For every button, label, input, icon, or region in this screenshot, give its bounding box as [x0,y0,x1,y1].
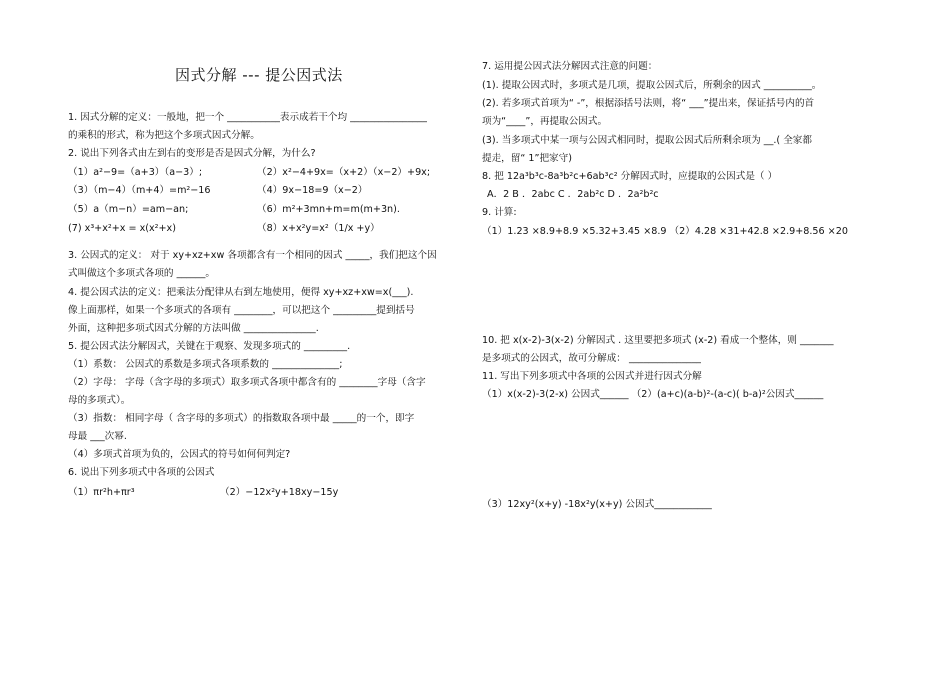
q11-heading: 11. 写出下列多项式中各项的公因式并进行因式分解 [482,371,702,382]
q6-heading: 6. 说出下列多项式中各项的公因式 [68,467,215,478]
q4-line2: 像上面那样，如果一个多项式的各项有 ________，可以把这个 _________提到括号 [68,305,415,316]
q9-items: （1）1.23 ×8.9+8.9 ×5.32+3.45 ×8.9 （2）4.28 ×31+42.8 ×2.9+8.56 ×20 [482,226,848,237]
q2-item-4: （4）9x−18=9（x−2） [257,185,368,196]
q7-item-2-line1: (2). 若多项式首项为“ -”，根据添括号法则，将“ ___”提出来，保证括号内的首 [482,98,815,109]
q3-line1: 3. 公因式的定义： 对于 xy+xz+xw 各项都含有一个相同的因式 _____，我们把这个因 [68,250,437,261]
q5-item-2-line1: （2）字母： 字母（含字母的多项式）取多项式各项中都含有的 ________字母（含字 [68,377,426,388]
page-title: 因式分解 --- 提公因式法 [175,66,343,84]
q11-item-3: （3）12xy²(x+y) -18x²y(x+y) 公因式____________ [482,499,712,510]
q4-line3: 外面，这种把多项式因式分解的方法叫做 _______________. [68,323,319,334]
q5-item-1: （1）系数： 公因式的系数是多项式各项系数的 ______________; [68,359,343,370]
q5-item-3-line1: （3）指数： 相同字母（ 含字母的多项式）的指数取各项中最 _____的一个，即字 [68,413,415,424]
q2-item-6: （6）m²+3mn+m=m(m+3n). [257,204,400,215]
q5-item-2-line2: 母的多项式）。 [68,395,131,406]
q2-item-7: (7) x³+x²+x = x(x²+x) [68,223,176,234]
q5-item-4: （4）多项式首项为负的，公因式的符号如何何判定? [68,449,291,460]
q2-item-8: （8）x+x²y=x²（1/x +y） [257,223,380,234]
q7-item-1: (1). 提取公因式时，多项式是几项，提取公因式后，所剩余的因式 __________。 [482,80,822,91]
q1-line1: 1. 因式分解的定义：一般地，把一个 ___________表示成若干个均 ________________ [68,112,427,123]
q7-item-3-line2: 提走，留“ 1”把家守) [482,153,572,164]
q5-item-3-line2: 母最 ___次幂. [68,431,127,442]
q8-options: A．2 B ．2abc C ．2ab²c D ．2a²b²c [487,189,659,200]
q2-item-5: （5）a（m−n）=am−an; [68,204,189,215]
q6-item-1: （1）πr²h+πr³ [68,487,135,498]
q3-line2: 式叫做这个多项式各项的 ______。 [68,268,215,279]
q2-item-2: （2）x²−4+9x=（x+2）（x−2）+9x; [257,167,431,178]
q1-line2: 的乘积的形式，称为把这个多项式因式分解。 [68,130,260,141]
q2-item-1: （1）a²−9=（a+3）（a−3）; [68,167,203,178]
q9-heading: 9. 计算: [482,207,517,218]
q2-heading: 2. 说出下列各式由左到右的变形是否是因式分解，为什么? [68,148,316,159]
q10-line1: 10. 把 x(x-2)-3(x-2) 分解因式 . 这里要把多项式 (x-2) 看成一个整体，则 _______ [482,335,834,346]
q2-item-3: （3）（m−4）（m+4）=m²−16 [68,185,211,196]
q11-items-1-2: （1）x(x-2)-3(2-x) 公因式______ （2）(a+c)(a-b)²-(a-c)( b-a)²公因式______ [482,389,824,400]
q10-line2: 是多项式的公因式，故可分解成： _______________ [482,353,701,364]
q8-question: 8. 把 12a³b³c-8a³b²c+6ab³c² 分解因式时，应提取的公因式是（ ） [482,171,778,182]
q7-heading: 7. 运用提公因式法分解因式注意的问题： [482,61,658,72]
q4-line1: 4. 提公因式法的定义：把乘法分配律从右到左地使用，便得 xy+xz+xw=x(___). [68,287,414,298]
q7-item-3-line1: (3). 当多项式中某一项与公因式相同时，提取公因式后所剩余项为 __.( 全家都 [482,135,812,146]
q7-item-2-line2: 项为“____”，再提取公因式。 [482,116,608,127]
q6-item-2: （2）−12x²y+18xy−15y [220,487,339,498]
q5-heading: 5. 提公因式法分解因式，关键在于观察、发现多项式的 _________. [68,341,351,352]
